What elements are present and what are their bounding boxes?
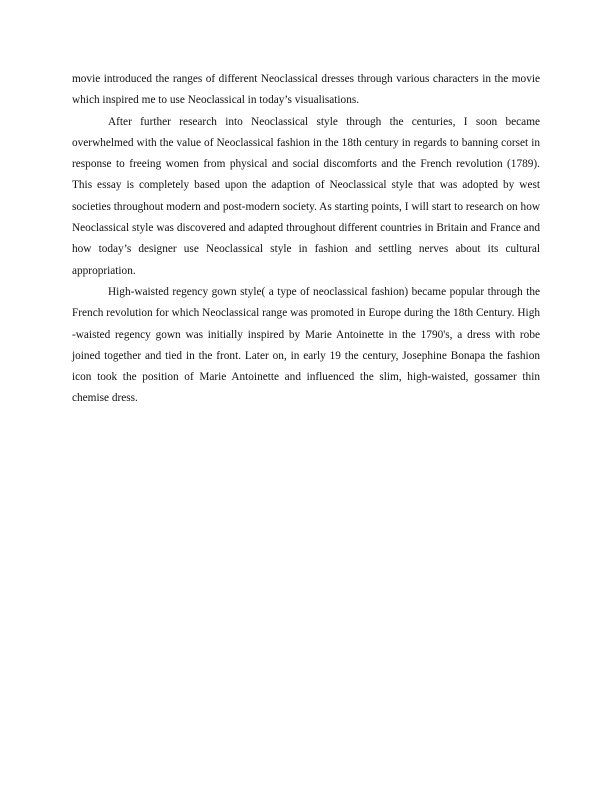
- paragraph-research: After further research into Neoclassical style through the centuries, I soon became overwhelmed with the value of Neoclassical fashion in the 18th century in regards to banning corset in response to freeing women from physical and social discomforts and the French revolution (1789). This essay is completely based upon the adaption of Neoclassical style that was adopted by west societies throughout modern and post-modern society. As starting points, I will start to research on how Neoclassical style was discovered and adapted throughout different countries in Britain and France and how today’s designer use Neoclassical style in fashion and settling nerves about its cultural appropriation.: [72, 115, 540, 277]
- paragraph-regency-gown: High-waisted regency gown style( a type of neoclassical fashion) became popular through the French revolution for which Neoclassical range was promoted in Europe during the 18th Century. High -waisted regency gown was initially inspired by Marie Antoinette in the 1790's, a dress with robe joined together and tied in the front. Later on, in early 19 the century, Josephine Bonapa the fashion icon took the position of Marie Antoinette and influenced the slim, high-waisted, gossamer thin chemise dress.: [72, 285, 540, 405]
- paragraph-continued: movie introduced the ranges of different Neoclassical dresses through various characters in the movie which inspired me to use Neoclassical in today’s visualisations.: [72, 73, 540, 107]
- body-text: [72, 69, 540, 410]
